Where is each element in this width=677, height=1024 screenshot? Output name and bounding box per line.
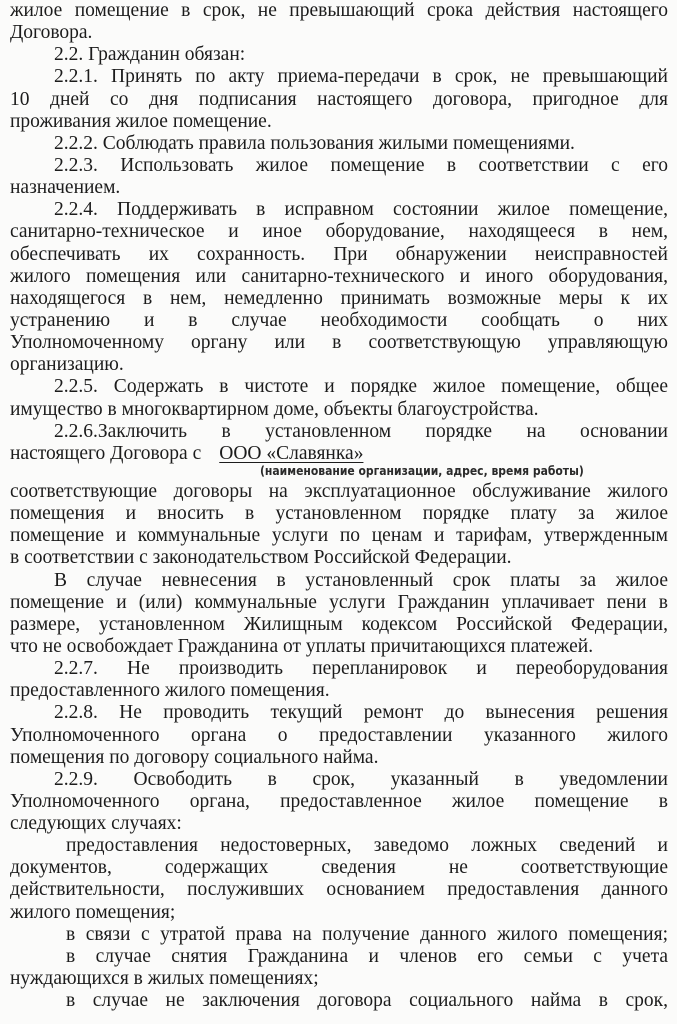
text-line: находящегося в нем, немедленно принимать возможные меры к их [10, 287, 668, 309]
text-line: документов, содержащих сведения не соответствующие [10, 857, 668, 879]
text-line: назначением. [10, 177, 121, 199]
org-line-prefix: настоящего Договора с [10, 442, 202, 464]
text-line: Уполномоченного органа, предоставленное жилое помещение в [10, 790, 668, 812]
text-line: 2.2.1. Принять по акту приема-передачи в срок, не превышающий [54, 66, 668, 88]
text-line: предоставления недостоверных, заведомо ложных сведений и [66, 835, 668, 857]
org-line [10, 443, 668, 465]
text-line: жилого помещения; [10, 901, 176, 923]
text-line: в случае снятия Гражданина и членов его семьи с учета [66, 945, 668, 967]
text-line: действительности, послуживших основанием предоставления данного [10, 879, 668, 901]
document-page [10, 0, 668, 1012]
text-line: жилого помещения или санитарно-технического и иного оборудования, [10, 265, 668, 287]
text-line: обеспечивать их сохранность. При обнаружении неисправностей [10, 243, 668, 265]
text-line: соответствующие договоры на эксплуатационное обслуживание жилого [10, 480, 668, 502]
text-line: помещение и коммунальные услуги по ценам и тарифам, утвержденным [10, 525, 668, 547]
text-line: имущество в многоквартирном доме, объекты благоустройства. [10, 398, 539, 420]
text-line: помещения и вносить в установленном порядке плату за жилое [10, 503, 668, 525]
text-line: в соответствии с законодательством Российской Федерации. [10, 547, 512, 569]
text-line: Договора. [10, 22, 93, 44]
text-line: 2.2.4. Поддерживать в исправном состоянии жилое помещение, [54, 199, 668, 221]
text-line: проживания жилое помещение. [10, 110, 272, 132]
text-line: 2.2.8. Не проводить текущий ремонт до вынесения решения [54, 702, 668, 724]
text-line: 10 дней со дня подписания настоящего договора, пригодное для [10, 88, 668, 110]
text-line: 2.2.9. Освободить в срок, указанный в уведомлении [54, 768, 668, 790]
org-caption: (наименование организации, адрес, время работы) [260, 463, 584, 478]
text-line: нуждающихся в жилых помещениях; [10, 968, 319, 990]
text-line: помещения по договору социального найма. [10, 746, 379, 768]
text-line: 2.2.7. Не производить перепланировок и переоборудования [54, 658, 668, 680]
text-line: размере, установленном Жилищным кодексом Российской Федерации, [10, 613, 668, 635]
text-line: помещение и (или) коммунальные услуги Гражданин уплачивает пени в [10, 591, 668, 613]
text-line: санитарно-техническое и иное оборудование, находящееся в нем, [10, 221, 668, 243]
text-line: 2.2.5. Содержать в чистоте и порядке жилое помещение, общее [54, 376, 668, 398]
text-line: 2.2.2. Соблюдать правила пользования жилыми помещениями. [54, 132, 575, 154]
document-text-part-2 [10, 481, 668, 1012]
text-line: что не освобождает Гражданина от уплаты причитающихся платежей. [10, 635, 594, 657]
text-line: 2.2.3. Использовать жилое помещение в соответствии с его [54, 154, 668, 176]
text-line: В случае невнесения в установленный срок платы за жилое [54, 569, 668, 591]
text-line: жилое помещение в срок, не превышающий срока действия настоящего [10, 0, 668, 21]
text-line: Уполномоченного органа о предоставлении указанного жилого [10, 724, 668, 746]
text-line: организацию. [10, 354, 124, 376]
text-line: Уполномоченному органу или в соответствующую управляющую [10, 332, 668, 354]
document-text-part-1 [10, 0, 668, 443]
text-line: 2.2.6.Заключить в установленном порядке на основании [54, 420, 668, 442]
text-line: в связи с утратой права на получение данного жилого помещения; [66, 923, 668, 945]
org-name: ООО «Славянка» [219, 442, 364, 464]
text-line: следующих случаях: [10, 813, 182, 835]
text-line: устранению и в случае необходимости сообщать о них [10, 309, 668, 331]
text-line: в случае не заключения договора социального найма в срок, [66, 990, 668, 1012]
text-line: 2.2. Гражданин обязан: [54, 44, 246, 66]
text-line: предоставленного жилого помещения. [10, 680, 330, 702]
